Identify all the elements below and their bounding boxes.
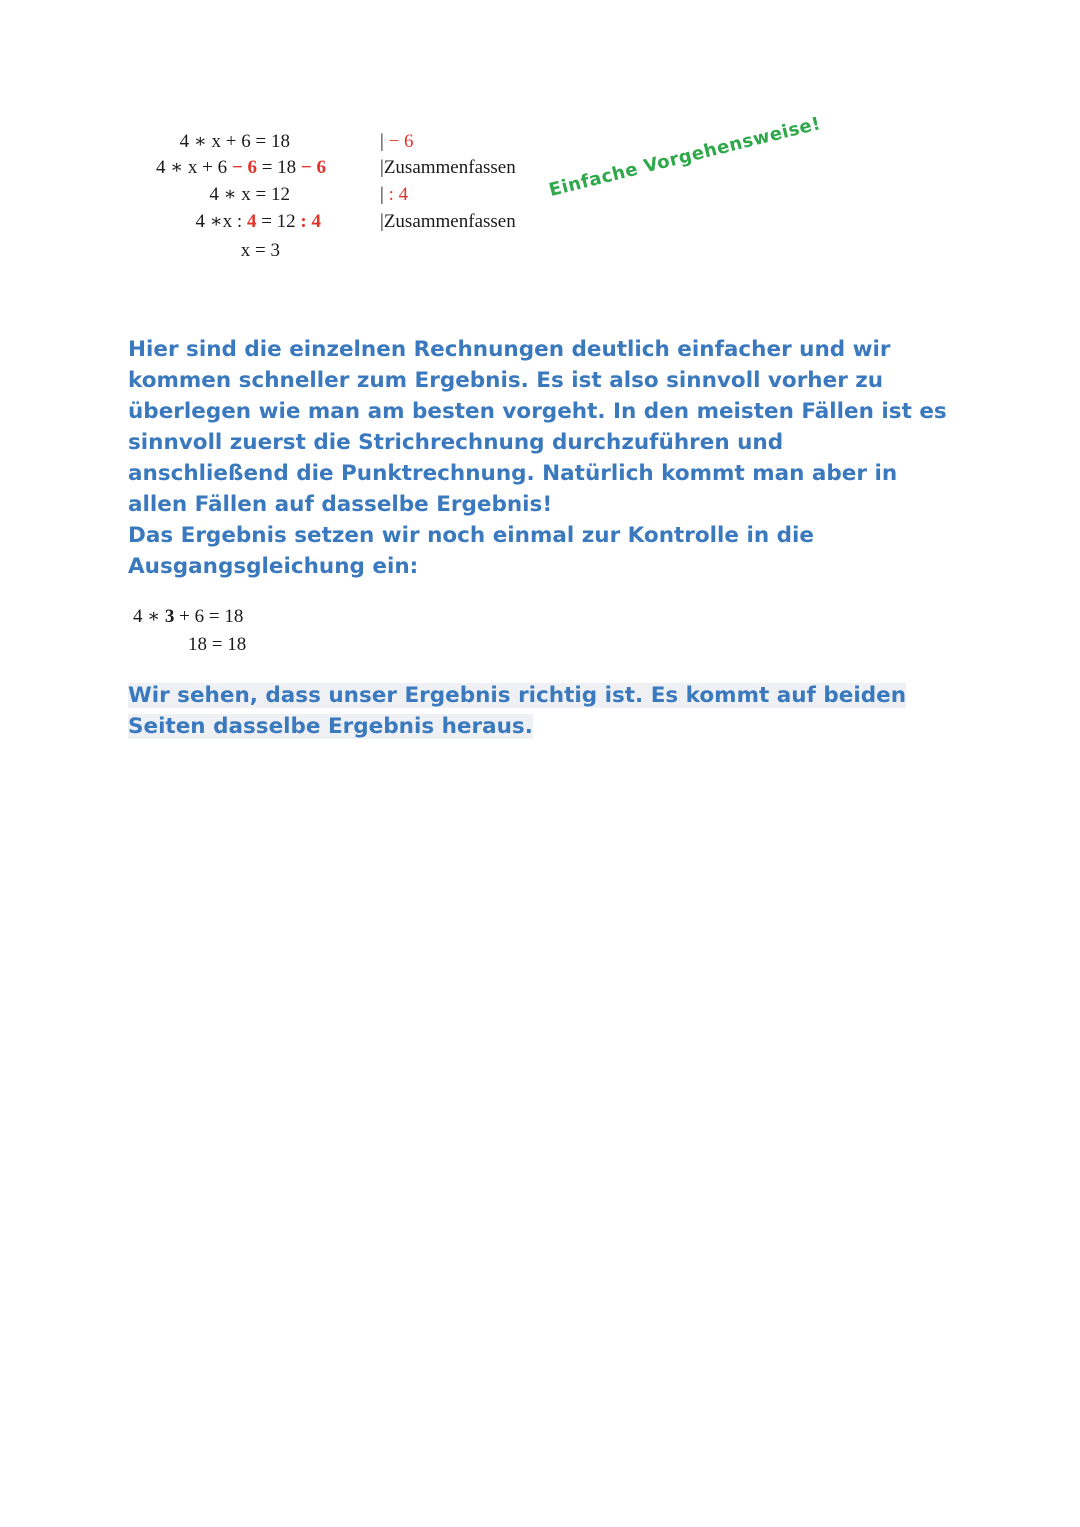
annotation-bar: | — [380, 131, 384, 152]
check-line-2: 18 = 18 — [188, 634, 247, 655]
eq4-red-part: 4 — [246, 211, 257, 232]
annotation-text: Zusammenfassen — [383, 211, 516, 232]
annotation-text: : 4 — [383, 184, 409, 205]
explanation-paragraph — [128, 334, 948, 582]
green-stamp-text: Einfache Vorgehensweise! — [546, 113, 823, 201]
conclusion-paragraph — [128, 680, 948, 742]
paragraph-line: Ausgangsgleichung ein: — [128, 554, 419, 579]
equation-line-3: 4 ∗ x = 12 — [209, 184, 290, 205]
equation-line-2 — [156, 156, 326, 180]
paragraph-line: Das Ergebnis setzen wir noch einmal zur Kontrolle in die — [128, 523, 814, 548]
check-part: 4 ∗ — [133, 606, 165, 627]
conclusion-line — [128, 711, 948, 742]
annotation-bar: | — [380, 157, 384, 178]
conclusion-text: Seiten dasselbe Ergebnis heraus. — [128, 714, 533, 739]
paragraph-line: kommen schneller zum Ergebnis. Es ist also sinnvoll vorher zu — [128, 368, 884, 393]
paragraph-line: überlegen wie man am besten vorgeht. In den meisten Fällen ist es — [128, 399, 947, 424]
equation-line-4 — [196, 210, 322, 234]
eq4-red-part: : 4 — [300, 211, 321, 232]
check-bold-value: 3 — [164, 606, 175, 627]
conclusion-text: Wir sehen, dass unser Ergebnis richtig ist. Es kommt auf beiden — [128, 683, 907, 708]
annotation-3 — [380, 183, 408, 207]
conclusion-line — [128, 680, 948, 711]
paragraph-line: sinnvoll zuerst die Strichrechnung durchzuführen und — [128, 430, 784, 455]
eq4-part: 4 ∗x : — [195, 211, 247, 232]
equation-block — [0, 130, 560, 270]
paragraph-line: anschließend die Punktrechnung. Natürlich kommt man aber in — [128, 461, 898, 486]
annotation-4 — [380, 210, 516, 234]
eq2-part: 4 ∗ x + 6 — [155, 157, 232, 178]
eq2-part: = 18 — [256, 157, 301, 178]
check-equations — [133, 603, 246, 659]
eq2-red-part: − 6 — [300, 157, 326, 178]
equation-line-5: x = 3 — [240, 240, 280, 261]
check-part: + 6 = 18 — [174, 606, 244, 627]
check-line-1 — [133, 603, 246, 631]
eq4-part: = 12 — [256, 211, 301, 232]
eq2-red-part: − 6 — [231, 157, 257, 178]
paragraph-line: allen Fällen auf dasselbe Ergebnis! — [128, 492, 553, 517]
equation-line-1: 4 ∗ x + 6 = 18 — [179, 131, 290, 152]
annotation-text: − 6 — [383, 131, 414, 152]
paragraph-line: Hier sind die einzelnen Rechnungen deutlich einfacher und wir — [128, 337, 891, 362]
annotation-2 — [380, 156, 516, 180]
annotation-text: Zusammenfassen — [383, 157, 516, 178]
equation-left-column — [0, 130, 330, 265]
annotation-bar: | — [380, 184, 384, 205]
annotation-1 — [380, 130, 414, 154]
annotation-bar: | — [380, 211, 384, 232]
